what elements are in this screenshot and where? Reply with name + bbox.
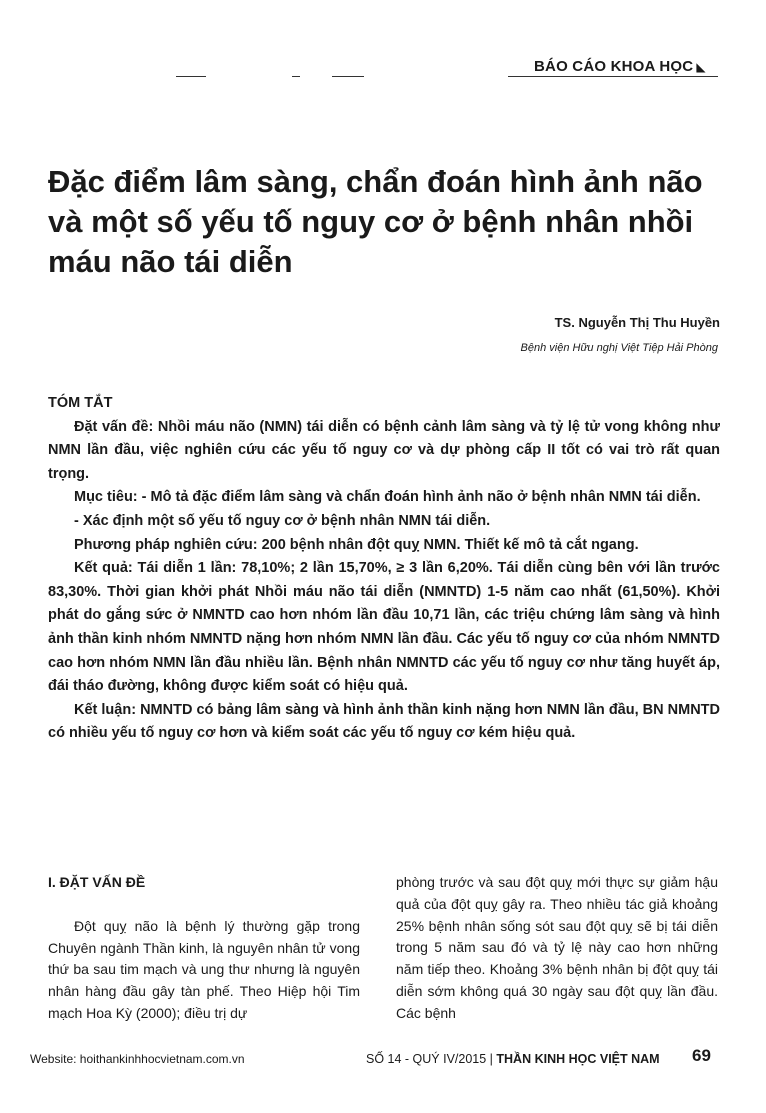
footer-journal-name: THẦN KINH HỌC VIỆT NAM	[496, 1052, 660, 1066]
section-label-text: BÁO CÁO KHOA HỌC	[534, 58, 694, 75]
body-paragraph: Đột quỵ não là bệnh lý thường gặp trong Chuyên ngành Thần kinh, là nguyên nhân tử vong thứ ba sau tim mạch và ung thư nhưng là nguyên nhân hàng đầu gây tàn phế. Theo Hiệp hội Tim mạch Hoa Kỳ (2000); điều trị dự	[48, 917, 360, 1021]
body-column-right	[396, 872, 718, 1025]
body-paragraph: phòng trước và sau đột quỵ mới thực sự giảm hậu quả của đột quỵ gây ra. Theo nhiều tác giả khoảng 25% bệnh nhân sống sót sau đột quỵ sẽ bị tái diễn trong 5 năm sau đó và tỷ lệ này cao hơn những năm tiếp theo. Khoảng 3% bệnh nhân bị đột quỵ tái diễn sớm không quá 30 ngày sau đột quỵ lần đầu. Các bệnh	[396, 874, 718, 1021]
abstract-paragraph: - Xác định một số yếu tố nguy cơ ở bệnh nhân NMN tái diễn.	[74, 512, 491, 529]
abstract-paragraph: Phương pháp nghiên cứu: 200 bệnh nhân đột quỵ NMN. Thiết kế mô tả cắt ngang.	[74, 536, 639, 553]
header-rule	[332, 76, 364, 77]
body-column-left	[48, 872, 360, 1025]
abstract-paragraph: Mục tiêu: - Mô tả đặc điểm lâm sàng và chẩn đoán hình ảnh não ở bệnh nhân NMN tái diễn.	[74, 489, 701, 506]
page-number: 69	[692, 1046, 711, 1065]
abstract-paragraph: Kết luận: NMNTD có bảng lâm sàng và hình ảnh thần kinh nặng hơn NMN lần đầu, BN NMNTD có nhiều yếu tố nguy cơ hơn và kiểm soát các yếu tố nguy cơ kém hiệu quả.	[48, 701, 720, 742]
author-affiliation: Bệnh viện Hữu nghị Việt Tiệp Hải Phòng	[520, 342, 718, 354]
abstract-paragraph: Kết quả: Tái diễn 1 lần: 78,10%; 2 lần 15,70%, ≥ 3 lần 6,20%. Tái diễn cùng bên với lần trước 83,30%. Thời gian khởi phát Nhồi máu não tái diễn (NMNTD) 1-5 năm cao nhất (61,50%). Khởi phát do gắng sức ở NMNTD cao hơn nhóm lần đầu 10,71 lần, các triệu chứng lâm sàng và hình ảnh thần kinh nhóm NMNTD nặng hơn nhóm NMN lần đầu. Các yếu tố nguy cơ của nhóm NMNTD cao hơn nhóm NMN lần đầu nhiều lần. Bệnh nhân NMNTD các yếu tố nguy cơ như tăng huyết áp, đái tháo đường, không được kiểm soát có hiệu quả.	[48, 560, 720, 695]
article-title: Đặc điểm lâm sàng, chẩn đoán hình ảnh não và một số yếu tố nguy cơ ở bệnh nhân nhồi máu não tái diễn	[48, 164, 703, 279]
abstract-paragraph: Đặt vấn đề: Nhồi máu não (NMN) tái diễn có bệnh cảnh lâm sàng và tỷ lệ tử vong không như NMN lần đầu, việc nghiên cứu các yếu tố nguy cơ và dự phòng cấp II tốt có vai trò rất quan trọng.	[48, 418, 720, 482]
section-label	[534, 58, 706, 75]
footer-issue-number: SỐ 14 - QUÝ IV/2015 |	[366, 1052, 497, 1066]
header-rule	[292, 76, 300, 77]
arrow-icon: ◣	[696, 60, 706, 74]
section-heading: I. ĐẶT VẤN ĐỀ	[48, 874, 146, 890]
author-name: TS. Nguyễn Thị Thu Huyền	[554, 315, 720, 330]
footer-website: Website: hoithankinhhocvietnam.com.vn	[30, 1052, 245, 1066]
abstract	[48, 392, 720, 746]
header-rule	[176, 76, 206, 77]
abstract-heading: TÓM TẮT	[48, 395, 113, 411]
footer-issue	[366, 1052, 660, 1066]
header-rule	[508, 76, 718, 77]
